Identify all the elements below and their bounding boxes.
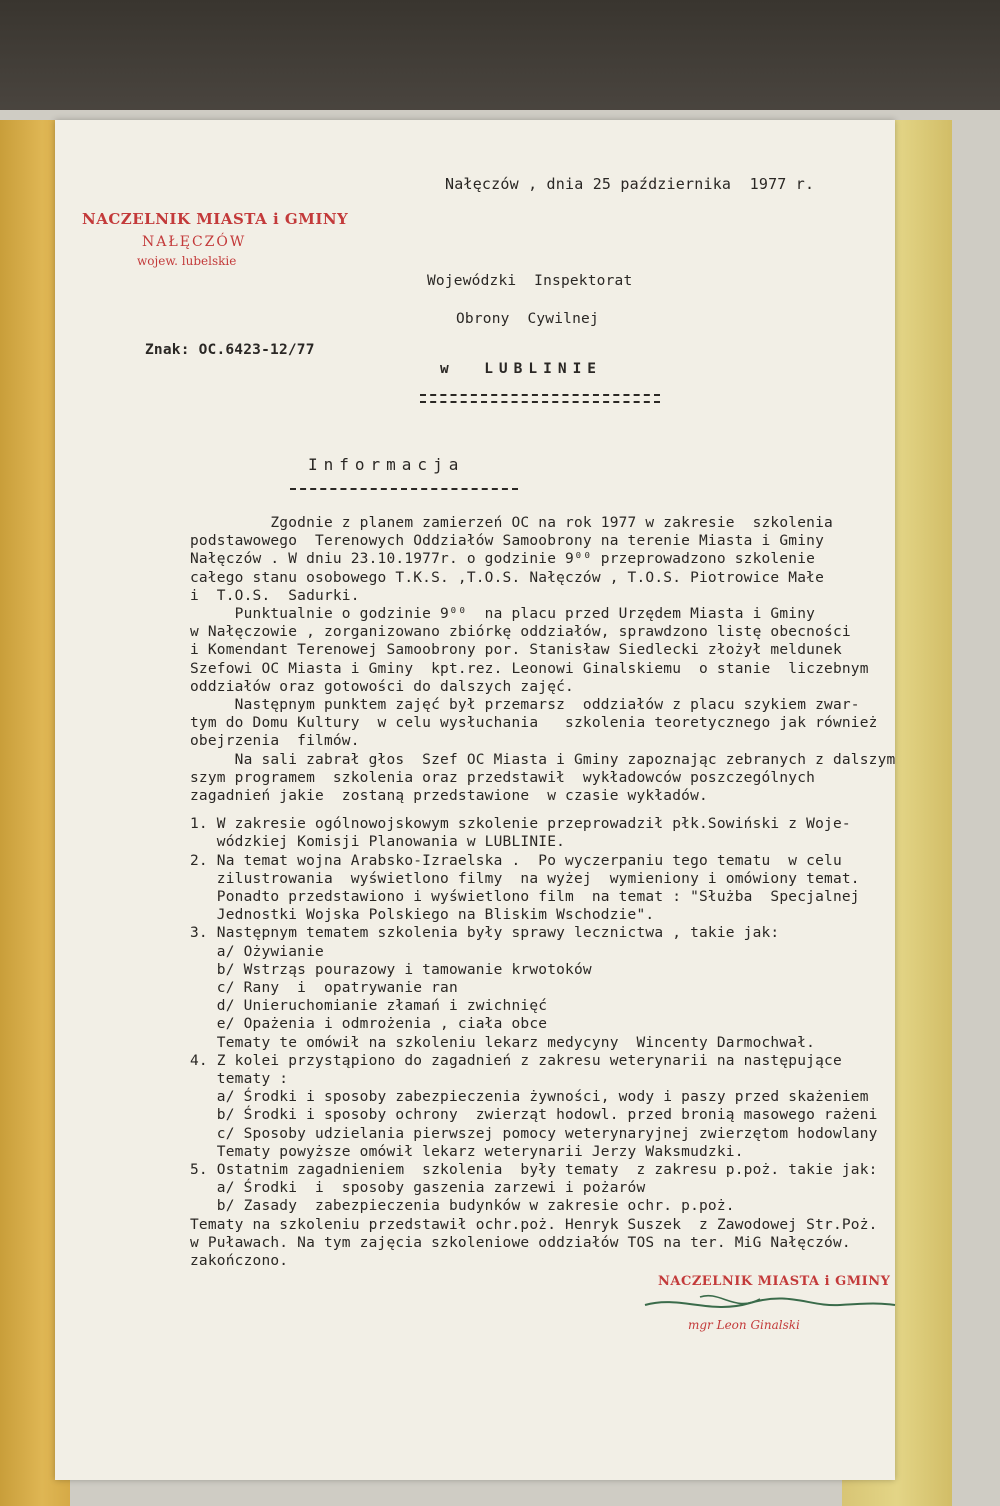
body-line: c/ Rany i opatrywanie ran (190, 980, 458, 996)
stamp-bottom-name: mgr Leon Ginalski (688, 1318, 800, 1332)
body-line: 5. Ostatnim zagadnieniem szkolenia były tematy z zakresu p.poż. takie jak: (190, 1162, 878, 1178)
body-line: szym programem szkolenia oraz przedstawił wykładowców poszczególnych (190, 769, 816, 786)
stamp-top-region: wojew. lubelskie (137, 254, 237, 268)
body-line: Tematy na szkoleniu przedstawił ochr.poż. Henryk Suszek z Zawodowej Str.Poż. (190, 1216, 878, 1233)
body-line: Zgodnie z planem zamierzeń OC na rok 1977 w zakresie szkolenia (190, 515, 833, 531)
body-line: 2. Na temat wojna Arabsko-Izraelska . Po wyczerpaniu tego tematu w celu (190, 852, 842, 869)
body-line: Następnym punktem zajęć był przemarsz oddziałów z placu szykiem zwar- (190, 697, 860, 713)
document-heading: Informacja (308, 455, 465, 474)
body-line: tematy : (190, 1071, 289, 1087)
place-date: Nałęczów , dnia 25 października 1977 r. (445, 175, 815, 193)
body-line: Jednostki Wojska Polskiego na Bliskim Wschodzie". (190, 907, 655, 924)
body-line: b/ Wstrząs pourazowy i tamowanie krwotoków (190, 961, 592, 978)
body-line: oddziałów oraz gotowości do dalszych zajęć. (190, 678, 574, 695)
addressee-underline-2 (420, 401, 660, 403)
addressee-underline-1 (420, 394, 660, 396)
body-line: Szefowi OC Miasta i Gminy kpt.rez. Leonowi Ginalskiemu o stanie liczebnym (190, 660, 869, 677)
reference-number: Znak: OC.6423-12/77 (145, 342, 315, 358)
body-line: Tematy powyższe omówił lekarz weterynarii Jerzy Waksmudzki. (190, 1143, 744, 1160)
body-line: zilustrowania wyświetlono filmy na wyżej wymieniony i omówiony temat. (190, 870, 860, 887)
body-line: tym do Domu Kultury w celu wysłuchania szkolenia teoretycznego jak również (190, 715, 878, 732)
body-line: zakończono. (190, 1253, 289, 1269)
body-line: Ponadto przedstawiono i wyświetlono film na temat : "Służba Specjalnej (190, 889, 860, 905)
body-line: b/ Zasady zabezpieczenia budynków w zakresie ochr. p.poż. (190, 1198, 735, 1215)
body-line: a/ Ożywianie (190, 943, 324, 960)
body-line: c/ Sposoby udzielania pierwszej pomocy weterynaryjnej zwierzętom hodowlany (190, 1125, 878, 1142)
body-line: Nałęczów . W dniu 23.10.1977r. o godzinie 9⁰⁰ przeprowadzono szkolenie (190, 551, 816, 568)
body-line: zagadnień jakie zostaną przedstawione w czasie wykładów. (190, 788, 708, 804)
body-line: wódzkiej Komisji Planowania w LUBLINIE. (190, 834, 566, 851)
stamp-top-title: NACZELNIK MIASTA i GMINY (82, 210, 349, 228)
body-line: e/ Opażenia i odmrożenia , ciała obce (190, 1016, 548, 1033)
addressee-line-3: w LUBLINIE (440, 361, 603, 377)
addressee-line-2: Obrony Cywilnej (456, 311, 599, 327)
body-line: podstawowego Terenowych Oddziałów Samoobrony na terenie Miasta i Gminy (190, 533, 825, 550)
stamp-bottom-title: NACZELNIK MIASTA i GMINY (658, 1274, 891, 1289)
body-line: i T.O.S. Sadurki. (190, 587, 360, 604)
body-line: Na sali zabrał głos Szef OC Miasta i Gminy zapoznając zebranych z dalszym (190, 751, 896, 768)
addressee-line-1: Wojewódzki Inspektorat (427, 273, 633, 289)
body-line: d/ Unieruchomianie złamań i zwichnięć (190, 998, 548, 1015)
body-line: 4. Z kolei przystąpiono do zagadnień z zakresu weterynarii na następujące (190, 1052, 842, 1069)
body-line: b/ Środki i sposoby ochrony zwierząt hodowl. przed bronią masowego rażeni (190, 1107, 878, 1124)
body-line: całego stanu osobowego T.K.S. ,T.O.S. Nałęczów , T.O.S. Piotrowice Małe (190, 569, 825, 586)
body-line: Tematy te omówił na szkoleniu lekarz medycyny Wincenty Darmochwał. (190, 1034, 816, 1051)
body-line: 1. W zakresie ogólnowojskowym szkolenie przeprowadził płk.Sowiński z Woje- (190, 816, 851, 833)
heading-underline (290, 488, 518, 490)
body-line: i Komendant Terenowej Samoobrony por. Stanisław Siedlecki złożył meldunek (190, 642, 842, 659)
body-line: obejrzenia filmów. (190, 733, 360, 750)
body-line: a/ Środki i sposoby zabezpieczenia żywności, wody i paszy przed skażeniem (190, 1089, 869, 1106)
body-line: a/ Środki i sposoby gaszenia zarzewi i pożarów (190, 1180, 646, 1197)
body-line: Punktualnie o godzinie 9⁰⁰ na placu przed Urzędem Miasta i Gminy (190, 606, 816, 622)
stamp-top-place: NAŁĘCZÓW (142, 234, 247, 250)
body-line: w Nałęczowie , zorganizowano zbiórkę oddziałów, sprawdzono listę obecności (190, 624, 851, 641)
body-line: w Puławach. Na tym zajęcia szkoleniowe oddziałów TOS na ter. MiG Nałęczów. (190, 1234, 851, 1251)
body-line: 3. Następnym tematem szkolenia były sprawy lecznictwa , takie jak: (190, 925, 780, 942)
